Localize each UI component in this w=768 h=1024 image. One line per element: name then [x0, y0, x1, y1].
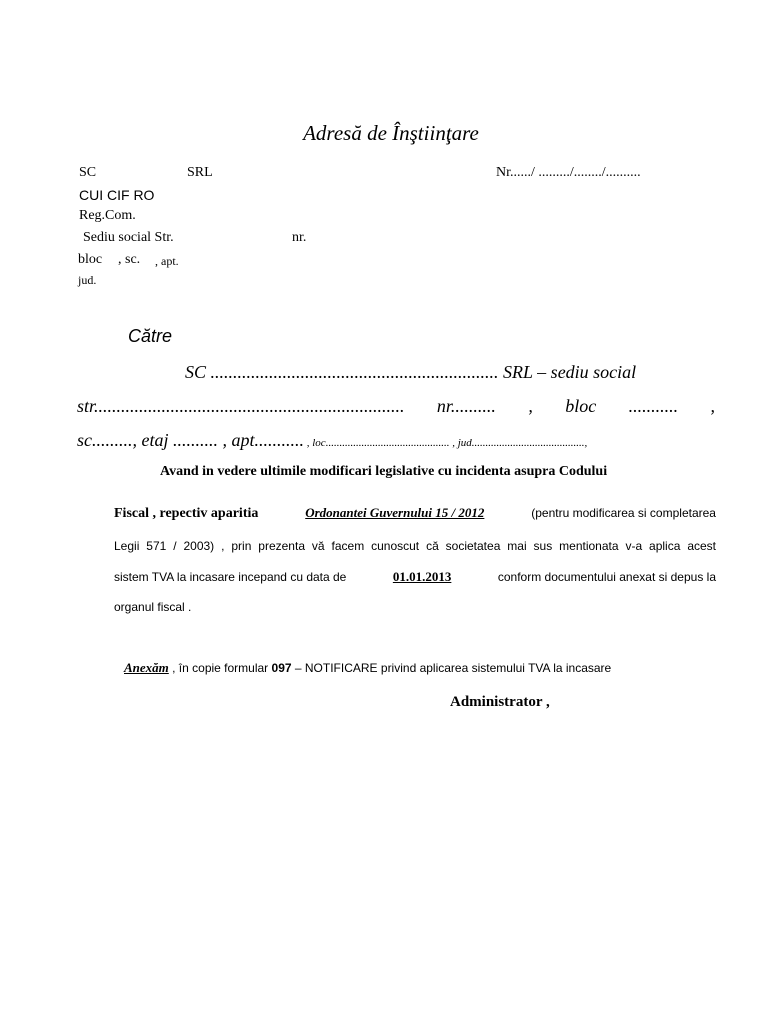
dest-nr: nr..........	[436, 396, 496, 416]
dest-line-1: SC ................................................................ SRL – sediu social	[185, 362, 637, 382]
header-apt: , apt.	[155, 254, 179, 268]
catre-label: Către	[128, 326, 173, 346]
document-title: Adresă de Înştiinţare	[303, 121, 479, 145]
anexa-label: Anexăm	[124, 660, 169, 675]
anexa-line	[124, 660, 611, 676]
dest-comma-1: ,	[528, 396, 533, 416]
dest-comma-2: ,	[710, 396, 715, 416]
header-sediu: Sediu social Str.	[83, 230, 174, 245]
body-paren: (pentru modificarea si completarea	[531, 506, 716, 520]
dest-line-3	[77, 430, 587, 451]
header-bloc: bloc	[78, 252, 103, 267]
header-srl: SRL	[187, 165, 213, 180]
dest-loc-jud: , loc............................................. , jud.........................................,	[304, 437, 588, 449]
dest-bloc-dots: ...........	[628, 396, 679, 416]
dest-str: str.....................................................................	[77, 396, 405, 416]
signature-administrator: Administrator ,	[450, 694, 550, 710]
body-conform: conform documentului anexat si depus la	[497, 570, 716, 584]
header-sc-short: , sc.	[118, 252, 141, 267]
header-jud: jud.	[78, 273, 97, 287]
anexa-text-2: – NOTIFICARE privind aplicarea sistemului TVA la incasare	[291, 661, 612, 675]
header-cui: CUI CIF RO	[79, 187, 155, 203]
body-line-4	[114, 569, 716, 585]
anexa-form-number: 097	[271, 661, 292, 675]
header-sediu-nr: nr.	[292, 230, 307, 245]
header-nr: Nr....../ ........./......../..........	[496, 165, 641, 180]
body-line-5: organul fiscal .	[114, 600, 192, 614]
dest-bloc: bloc	[565, 396, 597, 416]
body-line-3: Legii 571 / 2003) , prin prezenta vă facem cunoscut că societatea mai sus mentionata v-a aplica acest	[114, 539, 716, 553]
header-reg-com: Reg.Com.	[79, 208, 136, 223]
ordonanta-ref: Ordonantei Guvernului 15 / 2012	[305, 505, 485, 520]
body-sistem: sistem TVA la incasare incepand cu data de	[114, 570, 347, 584]
dest-sc-etaj-apt: sc........., etaj .......... , apt...........	[77, 430, 304, 450]
body-line-2	[114, 505, 716, 522]
header-sc: SC	[79, 165, 97, 180]
effective-date: 01.01.2013	[392, 569, 452, 584]
body-line-1: Avand in vedere ultimile modificari legislative cu incidenta asupra Codului	[160, 464, 608, 479]
anexa-text-1: , în copie formular	[168, 661, 272, 675]
body-fiscal: Fiscal , repectiv aparitia	[114, 506, 259, 521]
dest-line-2	[77, 396, 715, 417]
